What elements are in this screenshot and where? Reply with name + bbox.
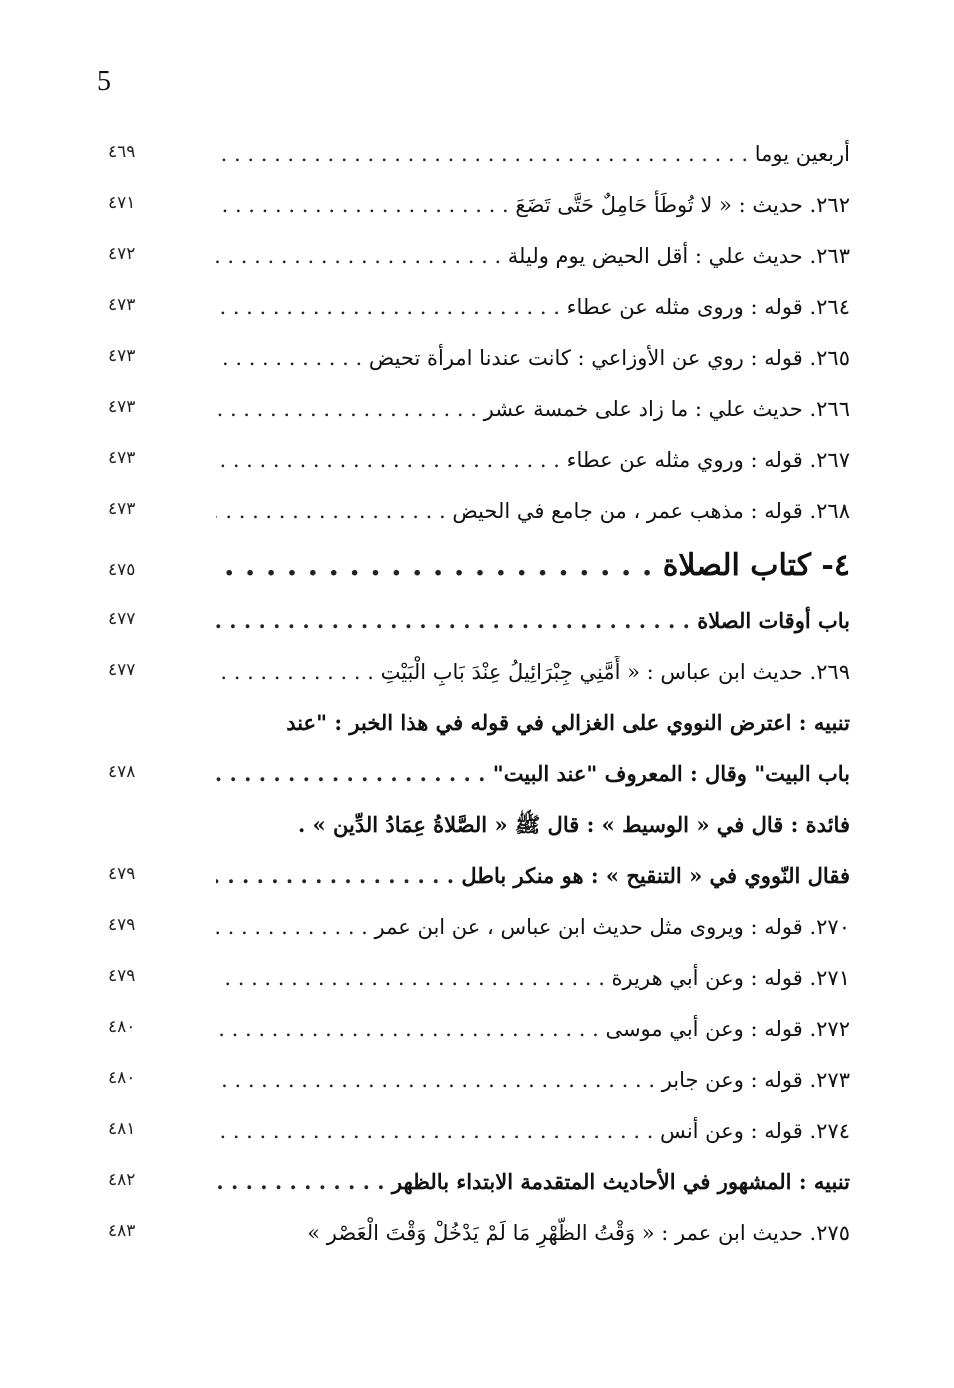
table-of-contents [108, 132, 850, 1262]
toc-row [108, 234, 850, 285]
toc-page-number: ٤٧٧ [108, 609, 136, 629]
toc-note-row [108, 752, 850, 803]
toc-page-number: ٤٧٢ [108, 244, 136, 264]
note-text: تنبيه : اعترض النووي على الغزالي في قوله في هذا الخبر : "عند [286, 710, 850, 735]
toc-page-number: ٤٧٨ [108, 762, 136, 782]
toc-row [108, 183, 850, 234]
toc-entry-text: ٢٧٣. قوله : وعن جابر . . . [216, 1064, 850, 1096]
toc-page-number: ٤٧٣ [108, 397, 136, 417]
toc-chapter-row [108, 540, 850, 599]
toc-entry-text: ٢٧٠. قوله : ويروى مثل حديث ابن عباس ، عن ابن عمر . . . [216, 911, 850, 943]
toc-page-number: ٤٧٩ [108, 966, 136, 986]
toc-page-number: ٤٦٩ [108, 142, 136, 162]
toc-row [108, 956, 850, 1007]
toc-page-number: ٤٧٣ [108, 295, 136, 315]
toc-row [108, 1058, 850, 1109]
toc-row [108, 650, 850, 701]
toc-section-row [108, 599, 850, 650]
toc-page-number: ٤٨٣ [108, 1221, 136, 1241]
toc-row [108, 1211, 850, 1262]
toc-page-number: ٤٧٧ [108, 660, 136, 680]
toc-page-number: ٤٧٣ [108, 346, 136, 366]
toc-page-number: ٤٧٩ [108, 915, 136, 935]
toc-entry-text: ٢٧١. قوله : وعن أبي هريرة . . . [216, 962, 850, 994]
toc-page-number: ٤٧٩ [108, 864, 136, 884]
toc-row [108, 438, 850, 489]
toc-page-number: ٤٨١ [108, 1119, 136, 1139]
note-text: فائدة : قال في « الوسيط » : قال ﷺ « الصَّلاةُ عِمَادُ الدِّين » . [297, 812, 850, 837]
toc-row [108, 285, 850, 336]
toc-note-row [108, 854, 850, 905]
toc-page-number: ٤٧٥ [108, 560, 136, 580]
toc-page-number: ٤٨٠ [108, 1017, 136, 1037]
toc-row [108, 1007, 850, 1058]
toc-note-row [108, 701, 850, 752]
toc-row [108, 387, 850, 438]
toc-page-number: ٤٧١ [108, 193, 136, 213]
toc-note-row [108, 803, 850, 854]
toc-entry-text: ٢٧٤. قوله : وعن أنس . . . [216, 1115, 850, 1147]
toc-row [108, 489, 850, 540]
toc-page-number: ٤٧٣ [108, 499, 136, 519]
toc-entry-text: ٢٦٦. حديث علي : ما زاد على خمسة عشر . . . [216, 393, 850, 425]
note-text: فقال النّووي في « التنقيح » : هو منكر باطل . . . [216, 860, 850, 892]
toc-entry-text: ٢٦٩. حديث ابن عباس : « أَمَّنِي جِبْرَائِيلُ عِنْدَ بَابِ الْبَيْتِ . . . [216, 656, 850, 688]
toc-row [108, 905, 850, 956]
note-text: باب البيت" وقال : المعروف "عند البيت" . . . [216, 758, 850, 790]
toc-entry-text: ٢٦٥. قوله : روي عن الأوزاعي : كانت عندنا امرأة تحيض . . . [216, 342, 850, 374]
toc-entry-text: ٢٦٢. حديث : « لا تُوطَأُ حَامِلٌ حَتَّى تَضَعَ . . . [216, 189, 850, 221]
toc-page-number: ٤٧٣ [108, 448, 136, 468]
section-heading: باب أوقات الصلاة . . . [216, 605, 850, 637]
page-number: 5 [97, 66, 111, 97]
toc-entry-text: ٢٧٥. حديث ابن عمر : « وَقْتُ الظُّهْرِ مَا لَمْ يَدْخُلْ وَقْتَ الْعَصْر » [307, 1221, 850, 1245]
toc-entry-text: أربعين يوما . . . [216, 138, 850, 170]
toc-entry-text: ٢٦٨. قوله : مذهب عمر ، من جامع في الحيض . . . [216, 495, 850, 527]
chapter-heading: ٤- كتاب الصلاة . . . [216, 544, 850, 588]
toc-row [108, 1109, 850, 1160]
toc-row [108, 132, 850, 183]
toc-page-number: ٤٨٠ [108, 1068, 136, 1088]
toc-page-number: ٤٨٢ [108, 1170, 136, 1190]
toc-entry-text: ٢٧٢. قوله : وعن أبي موسى . . . [216, 1013, 850, 1045]
toc-entry-text: ٢٦٧. قوله : وروي مثله عن عطاء . . . [216, 444, 850, 476]
toc-entry-text: ٢٦٣. حديث علي : أقل الحيض يوم وليلة . . . [216, 240, 850, 272]
toc-note-row [108, 1160, 850, 1211]
toc-row [108, 336, 850, 387]
note-text: تنبيه : المشهور في الأحاديث المتقدمة الابتداء بالظهر . . . [216, 1166, 850, 1198]
toc-entry-text: ٢٦٤. قوله : وروى مثله عن عطاء . . . [216, 291, 850, 323]
